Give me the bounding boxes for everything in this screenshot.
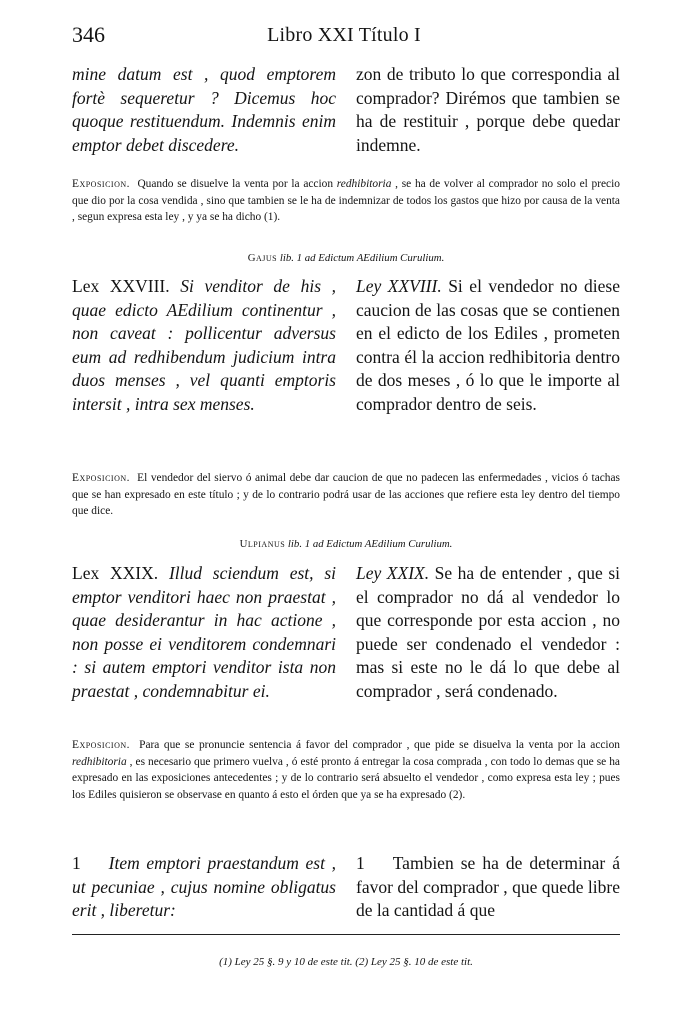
exposicion-text: , es necesario que primero vuelva , ó esté pronto á entregar la cosa comprada , con todo lo demas que se ha expresado en las exposiciones antecedentes ; y de lo contrario será absuelto el vendedor , como expresa esta ley ; pues los Ediles quisieron se observase en quanto á esto el órden que ya se ha expresado (2). xyxy=(72,755,620,801)
law-label: Ley XXIX. xyxy=(356,563,430,583)
footnotes: (1) Ley 25 §. 9 y 10 de este tit. (2) Ley 25 §. 10 de este tit. xyxy=(219,956,473,968)
exposicion-text: Quando se disuelve la venta por la accion xyxy=(137,178,334,190)
law-text: Se ha de entender , que si el comprador no dá al vendedor lo que corresponde por esta accion , no puede ser condenado el vendedor : mas si este no le dá lo que debe al comprador , será condenado. xyxy=(356,563,621,701)
exposicion-term: redhibitoria xyxy=(336,178,392,190)
source-citation xyxy=(72,252,620,264)
exposicion-label: Exposicion. xyxy=(72,472,130,484)
latin-column xyxy=(72,852,336,923)
source-reference: lib. 1 ad Edictum AEdilium Curulium. xyxy=(287,538,453,550)
paragraph-1-pair xyxy=(72,852,620,923)
source-author: Gajus xyxy=(247,252,278,264)
law-label: Lex XXVIII. xyxy=(72,276,170,296)
page-number: 346 xyxy=(72,22,105,47)
latin-column xyxy=(72,275,336,416)
paragraph-text: Tambien se ha de determinar á favor del comprador , que quede libre de la cantidad á que xyxy=(356,853,620,920)
law-label: Ley XXVIII. xyxy=(356,276,442,296)
spanish-column: zon de tributo lo que correspondia al comprador? Dirémos que tambien se ha de restituir , porque debe quedar indemne. xyxy=(356,64,620,155)
spanish-column xyxy=(356,562,620,703)
page-header xyxy=(72,22,616,52)
exposicion-paragraph xyxy=(72,737,620,803)
law-text: Si venditor de his , quae edicto AEdilium continentur , non caveat : pollicentur adversus eum ad redhibendum judicium intra duos menses , vel quanti emptoris intersit , intra sex menses. xyxy=(72,276,337,414)
spanish-column xyxy=(356,852,620,923)
continued-text-pair xyxy=(72,63,620,157)
spanish-column xyxy=(356,275,620,416)
exposicion-term: redhibitoria xyxy=(72,755,127,768)
latin-column xyxy=(72,562,336,703)
law-label: Lex XXIX. xyxy=(72,563,159,583)
exposicion-label: Exposicion. xyxy=(72,739,130,751)
law-text: Si el vendedor no diese caucion de las cosas que se contienen en el edicto de los Ediles , prometen contra él la accion redhibitoria dentro de dos meses , ó lo que le importe al comprador dentro de seis. xyxy=(356,276,620,414)
law-28-pair xyxy=(72,275,620,416)
source-reference: lib. 1 ad Edictum AEdilium Curulium. xyxy=(279,252,445,264)
latin-column: mine datum est , quod emptorem fortè sequeretur ? Dicemus hoc quoque restituendum. Indemnis enim emptor debet discedere. xyxy=(72,64,336,155)
exposicion-label: Exposicion. xyxy=(72,178,130,190)
law-text: Illud sciendum est, si emptor venditori haec non praestat , quae desiderantur in hac actione , non posse ei venditorem condemnari : si autem emptori venditor ista non praestat , condemnabitur ei. xyxy=(72,563,337,701)
law-29-pair xyxy=(72,562,620,703)
paragraph-number: 1 xyxy=(72,853,81,873)
exposicion-paragraph xyxy=(72,176,620,226)
paragraph-number: 1 xyxy=(356,853,365,873)
paragraph-text: Item emptori praestandum est , ut pecuniae , cujus nomine obligatus erit , liberetur: xyxy=(72,853,336,920)
exposicion-paragraph xyxy=(72,470,620,520)
exposicion-text: Para que se pronuncie sentencia á favor del comprador , que pide se disuelva la venta por la accion xyxy=(139,739,620,751)
exposicion-text: El vendedor del siervo ó animal debe dar caucion de que no padecen las enfermedades , vicios ó tachas que se han expresado en este título ; y de lo contrario podrá usar de las acciones que refiere esta ley dentro del tiempo que dice. xyxy=(72,472,620,518)
footnote-divider xyxy=(72,934,620,935)
source-author: Ulpianus xyxy=(239,538,286,550)
running-head: Libro XXI Título I xyxy=(267,24,421,46)
exposicion-text: , se ha de volver al comprador no solo el precio que dio por la cosa vendida , sino que tambien se le ha de indemnizar de todos los gastos que hizo por causa de la venta , segun expresa esta ley , y ya se ha dicho (1). xyxy=(72,178,620,224)
source-citation xyxy=(72,538,620,550)
